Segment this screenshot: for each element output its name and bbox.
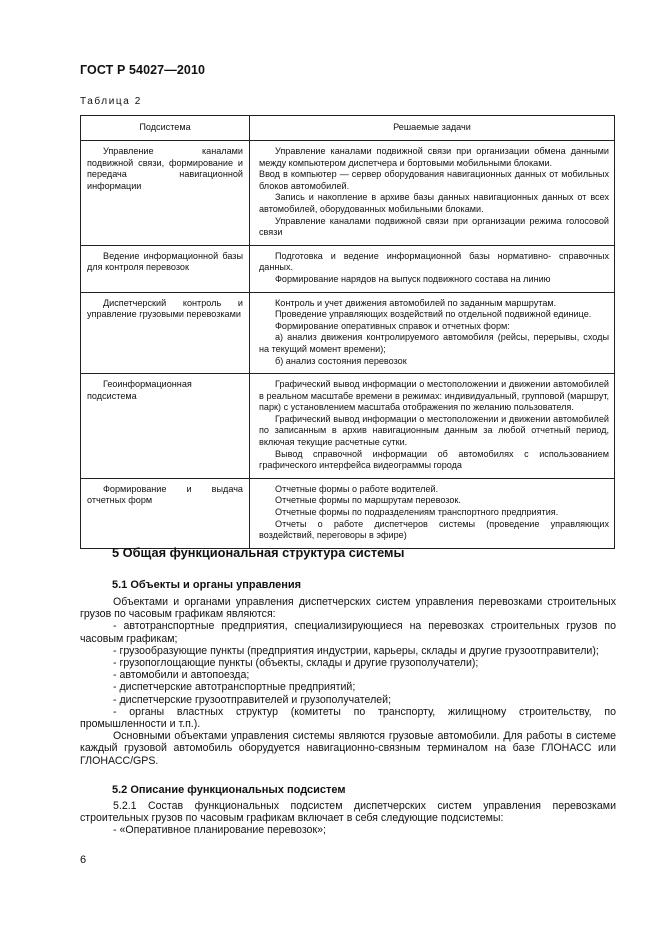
task-line: Запись и накопление в архиве базы данных навигационных данных от всех автомобилей, оборудованных мобильными блоками. <box>259 192 609 214</box>
task-line: Формирование оперативных справок и отчетных форм: <box>275 320 510 331</box>
tasks-cell <box>250 374 615 479</box>
subsystem-cell <box>81 374 250 479</box>
paragraph: 5.2.1 Состав функциональных подсистем диспетчерских систем управления перевозками строительных грузов по часовым графикам включает в себя следующие подсистемы: <box>80 800 616 825</box>
table-header-row <box>81 116 615 141</box>
task-line: Управление каналами подвижной связи при организации режима голосовой связи <box>259 215 609 238</box>
column-header-subsystem: Подсистема <box>81 116 250 141</box>
subsystem-cell <box>81 478 250 548</box>
section-5-1-body <box>80 596 616 767</box>
task-line: а) анализ движения контролируемого автомобиля (рейсы, перерывы, сходы на текущий момент времени); <box>259 332 609 354</box>
task-line: Подготовка и ведение информационной базы нормативно- справочных данных. <box>259 250 609 273</box>
table-row <box>81 245 615 292</box>
list-item: - грузообразующие пункты (предприятия индустрии, карьеры, склады и другие грузоотправители); <box>113 644 599 657</box>
list-item: - «Оперативное планирование перевозок»; <box>113 824 326 837</box>
list-item: - грузопоглощающие пункты (объекты, склады и другие грузополучатели); <box>113 657 479 670</box>
subsystem-name: Геоинформационная подсистема <box>87 379 192 401</box>
subsystem-cell <box>81 292 250 374</box>
column-header-tasks: Решаемые задачи <box>250 116 615 141</box>
task-line: Управление каналами подвижной связи при организации обмена данными между компьютером диспетчера и бортовыми мобильными блоками. <box>259 146 609 168</box>
list-item: - автомобили и автопоезда; <box>113 669 250 682</box>
task-line: Ввод в компьютер — сервер оборудования навигационных данных от мобильных блоков автомобилей. <box>259 169 609 191</box>
tasks-cell <box>250 478 615 548</box>
task-line: Отчетные формы о работе водителей. <box>275 483 439 494</box>
subsystem-name: Диспетчерский контроль и управление грузовыми перевозками <box>87 297 243 320</box>
tasks-cell <box>250 292 615 374</box>
tasks-cell <box>250 245 615 292</box>
task-line: Контроль и учет движения автомобилей по заданным маршрутам. <box>275 297 557 308</box>
subsystem-cell <box>81 245 250 292</box>
task-line: Отчетные формы по подразделениям транспортного предприятия. <box>275 507 559 518</box>
subsection-heading: 5.1 Объекты и органы управления <box>112 579 302 591</box>
task-line: Формирование нарядов на выпуск подвижного состава на линию <box>275 273 551 284</box>
subsystems-table <box>80 115 615 549</box>
document-header: ГОСТ Р 54027—2010 <box>80 63 206 77</box>
task-line: Вывод справочной информации об автомобилях с использованием графического интерфейса видеограммы города <box>259 448 609 471</box>
list-item: - органы властных структур (комитеты по транспорту, жилищному строительству, по промышленности и т.п.). <box>80 705 616 731</box>
task-line: Графический вывод информации о местоположении и движении автомобилей в реальном масштабе времени в режимах: индивидуальный, групповой (маршрут, парк) с установлением масштаба отображения по желанию пользователя. <box>259 379 609 413</box>
section-5-2-body <box>80 800 616 837</box>
task-line: Отчеты о работе диспетчеров системы (проведение управляющих воздействий, переговоры в эфире) <box>259 518 609 541</box>
table-row <box>81 141 615 246</box>
subsystem-name: Формирование и выдача отчетных форм <box>87 483 243 506</box>
subsystem-name: Управление каналами подвижной связи, формирование и передача навигационной информации <box>87 146 243 191</box>
page-number: 6 <box>80 854 87 866</box>
table-row <box>81 374 615 479</box>
paragraph: Объектами и органами управления диспетчерских систем управления перевозками строительных грузов по часовым графикам являются: <box>80 596 616 621</box>
table-row <box>81 478 615 548</box>
tasks-cell <box>250 141 615 246</box>
list-item: - диспетчерские автотранспортные предприятий; <box>113 681 356 694</box>
section-heading: 5 Общая функциональная структура системы <box>112 545 405 560</box>
list-item: - автотранспортные предприятия, специализирующиеся на перевозках строительных грузов по часовым графикам; <box>80 620 616 645</box>
subsystem-cell <box>81 141 250 246</box>
list-item: - диспетчерские грузоотправителей и грузополучателей; <box>113 693 392 706</box>
subsystem-name: Ведение информационной базы для контроля перевозок <box>87 250 243 273</box>
task-line: Отчетные формы по маршрутам перевозок. <box>275 495 461 506</box>
task-line: Графический вывод информации о местоположении и движении автомобилей по записанным в архив навигационным данным за любой отчетный период, включая текущие расчетные сутки. <box>259 413 609 448</box>
table-caption: Таблица 2 <box>80 96 142 107</box>
table-row <box>81 292 615 374</box>
task-line: б) анализ состояния перевозок <box>275 355 407 366</box>
subsection-heading: 5.2 Описание функциональных подсистем <box>112 784 346 796</box>
paragraph: Основными объектами управления системы являются грузовые автомобили. Для работы в системе каждый грузовой автомобиль оборудуется навигационно-связным терминалом на базе ГЛОНАСС или ГЛОНАСС/GPS. <box>80 730 616 767</box>
task-line: Проведение управляющих воздействий по отдельной подвижной единице. <box>275 309 592 320</box>
